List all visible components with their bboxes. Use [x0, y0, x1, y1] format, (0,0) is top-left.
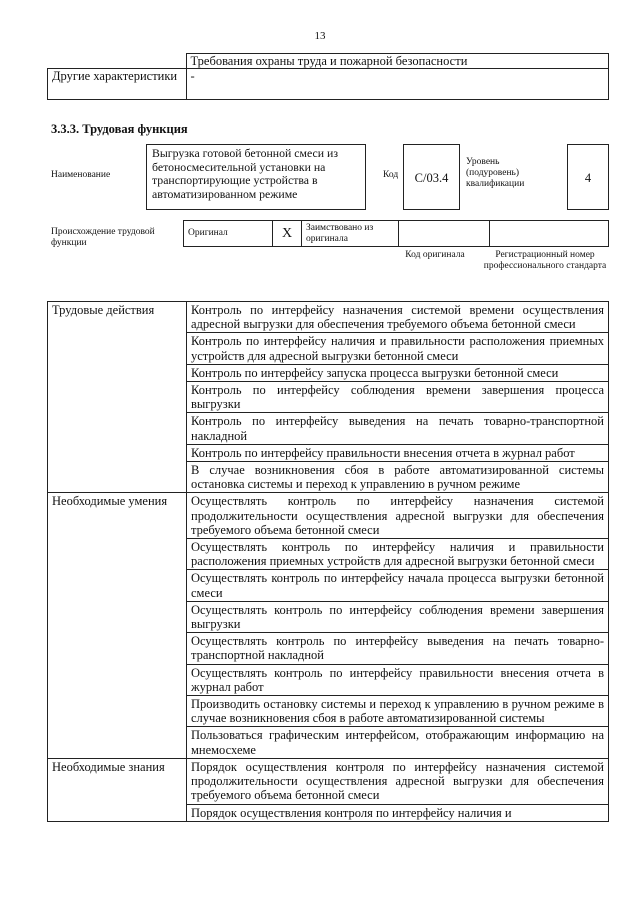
table-row: [48, 302, 609, 333]
page-number: 13: [314, 30, 326, 42]
other-characteristics-label: Другие характеристики: [48, 69, 187, 100]
item-cell: Порядок осуществления контроля по интерфейсу назначения системой продолжительности осуществления адресной выгрузки для обеспечения требуемого объема бетонной смеси: [187, 758, 609, 804]
registration-number-cell: [490, 221, 609, 247]
safety-requirements-cell: Требования охраны труда и пожарной безопасности: [186, 54, 609, 69]
item-cell: Осуществлять контроль по интерфейсу наличия и правильности расположения приемных устройств для адресной выгрузки бетонной смеси: [187, 539, 609, 570]
origin-label: Происхождение трудовой функции: [51, 227, 155, 248]
qualification-level-box: 4: [567, 144, 609, 210]
original-label: Оригинал: [184, 221, 273, 247]
item-cell: Контроль по интерфейсу выведения на печать товарно-транспортной накладной: [187, 413, 609, 444]
original-mark: X: [273, 221, 302, 247]
item-cell: Порядок осуществления контроля по интерфейсу наличия и: [187, 804, 609, 821]
category-cell: Трудовые действия: [48, 302, 187, 493]
table-row: [48, 758, 609, 804]
table-row: [48, 493, 609, 539]
item-cell: Осуществлять контроль по интерфейсу правильности внесения отчета в журнал работ: [187, 664, 609, 695]
item-cell: Осуществлять контроль по интерфейсу выведения на печать товарно-транспортной накладной: [187, 633, 609, 664]
function-code-box: С/03.4: [403, 144, 460, 210]
other-characteristics-value: -: [186, 69, 609, 100]
item-cell: Контроль по интерфейсу запуска процесса выгрузки бетонной смеси: [187, 364, 609, 381]
origin-table: [183, 220, 609, 247]
item-cell: В случае возникновения сбоя в работе автоматизированной системы остановка системы и переход к управлению в ручном режиме: [187, 462, 609, 493]
original-code-cell: [399, 221, 490, 247]
item-cell: Пользоваться графическим интерфейсом, отображающим информацию на мнемосхеме: [187, 727, 609, 758]
item-cell: Контроль по интерфейсу назначения системой времени осуществления адресной выгрузки для обеспечения требуемого объема бетонной смеси: [187, 302, 609, 333]
name-label: Наименование: [51, 170, 111, 180]
other-characteristics-table: [47, 53, 609, 100]
item-cell: Контроль по интерфейсу соблюдения времени завершения процесса выгрузки: [187, 382, 609, 413]
qualification-level-label: Уровень (подуровень) квалификации: [466, 157, 525, 189]
code-label: Код: [383, 170, 399, 180]
borrowed-label: Заимствовано из оригинала: [302, 221, 399, 247]
empty-cell: [48, 54, 187, 69]
item-cell: Осуществлять контроль по интерфейсу начала процесса выгрузки бетонной смеси: [187, 570, 609, 601]
section-title: 3.3.3. Трудовая функция: [51, 122, 188, 136]
item-cell: Контроль по интерфейсу наличия и правильности расположения приемных устройств для адресной выгрузки бетонной смеси: [187, 333, 609, 364]
function-name-box: Выгрузка готовой бетонной смеси из бетоносмесительной установки на транспортирующие устройства в автоматизированном режиме: [146, 144, 366, 210]
item-cell: Производить остановку системы и переход к управлению в ручном режиме в случае возникновения сбоя в работе автоматизированной системы: [187, 696, 609, 727]
original-code-caption: Код оригинала: [405, 250, 465, 260]
labor-function-table: [47, 301, 609, 822]
registration-number-caption: Регистрационный номер профессионального стандарта: [483, 250, 607, 271]
item-cell: Осуществлять контроль по интерфейсу назначения системой продолжительности осуществления адресной выгрузки для обеспечения требуемого объема бетонной смеси: [187, 493, 609, 539]
item-cell: Контроль по интерфейсу правильности внесения отчета в журнал работ: [187, 444, 609, 461]
category-cell: Необходимые знания: [48, 758, 187, 821]
category-cell: Необходимые умения: [48, 493, 187, 758]
item-cell: Осуществлять контроль по интерфейсу соблюдения времени завершения выгрузки: [187, 601, 609, 632]
